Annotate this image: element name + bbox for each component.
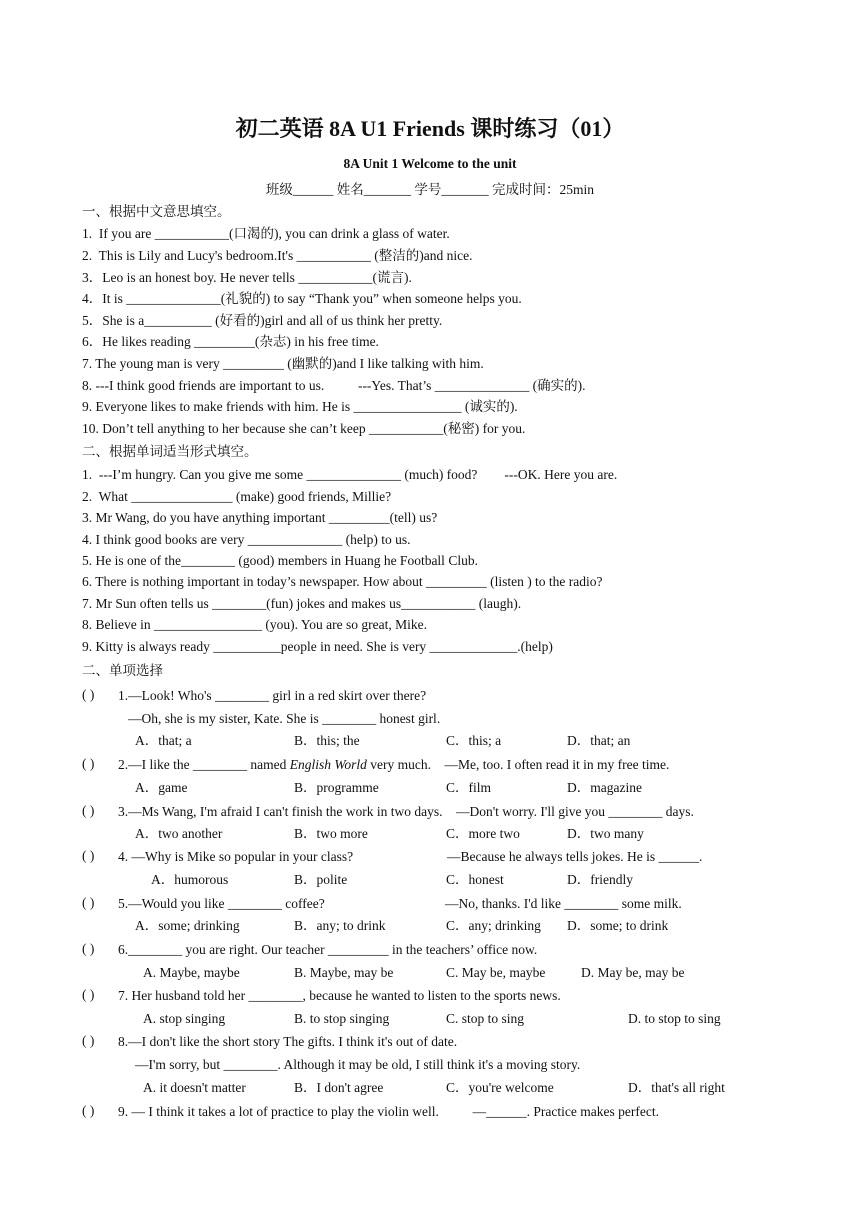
question-2-option-b: B．programme xyxy=(294,780,379,795)
question-6-option-d: D. May be, may be xyxy=(581,965,685,980)
section2-item-6: 6. There is nothing important in today’s newspaper. How about _________ (listen ) to the radio? xyxy=(82,574,603,589)
section1-heading: 一、根据中文意思填空。 xyxy=(82,204,231,219)
question-5-stem: 5.—Would you like ________ coffee? xyxy=(118,896,325,911)
question-2-option-d: D．magazine xyxy=(567,780,642,795)
question-4-option-d: D．friendly xyxy=(567,872,633,887)
answer-blank-2: ( ) xyxy=(82,756,95,771)
question-8-option-a: A. it doesn't matter xyxy=(143,1080,246,1095)
question-1-option-a: A．that; a xyxy=(135,733,192,748)
question-6-option-c: C. May be, maybe xyxy=(446,965,546,980)
section2-heading: 二、根据单词适当形式填空。 xyxy=(82,444,258,459)
section2-item-2: 2. What _______________ (make) good friends, Millie? xyxy=(82,489,392,504)
section1-item-2: 2. This is Lily and Lucy's bedroom.It's ___________ (整洁的)and nice. xyxy=(82,248,473,263)
question-1-option-d: D．that; an xyxy=(567,733,631,748)
answer-blank-1: ( ) xyxy=(82,687,95,702)
section2-item-1: 1. ---I’m hungry. Can you give me some ______________ (much) food? ---OK. Here you are. xyxy=(82,467,618,482)
question-5-option-a: A．some; drinking xyxy=(135,918,240,933)
question-2-option-a: A．game xyxy=(135,780,188,795)
question-5-option-c: C．any; drinking xyxy=(446,918,541,933)
question-8-stem-reply: —I'm sorry, but ________. Although it may be old, I still think it's a moving story. xyxy=(135,1057,581,1072)
answer-blank-8: ( ) xyxy=(82,1033,95,1048)
answer-blank-5: ( ) xyxy=(82,895,95,910)
question-4-stem: 4. —Why is Mike so popular in your class? xyxy=(118,849,354,864)
question-7-option-a: A. stop singing xyxy=(143,1011,226,1026)
section2-item-9: 9. Kitty is always ready __________people in need. She is very _____________.(help) xyxy=(82,639,553,654)
section1-item-3: 3．Leo is an honest boy. He never tells ___________(谎言). xyxy=(82,270,412,285)
question-6-option-b: B. Maybe, may be xyxy=(294,965,394,980)
question-3-option-c: C．more two xyxy=(446,826,520,841)
section2-item-7: 7. Mr Sun often tells us ________(fun) jokes and makes us___________ (laugh). xyxy=(82,596,522,611)
question-3-stem: 3.—Ms Wang, I'm afraid I can't finish the work in two days. —Don't worry. I'll give you ________ days. xyxy=(118,804,694,819)
question-4-option-b: B．polite xyxy=(294,872,348,887)
answer-blank-7: ( ) xyxy=(82,987,95,1002)
question-1-stem-reply: —Oh, she is my sister, Kate. She is ________ honest girl. xyxy=(128,711,441,726)
answer-blank-4: ( ) xyxy=(82,848,95,863)
section2-item-3: 3. Mr Wang, do you have anything important _________(tell) us? xyxy=(82,510,438,525)
question-9-stem: 9. — I think it takes a lot of practice to play the violin well. —______. Practice makes perfect. xyxy=(118,1104,659,1119)
section1-item-1: 1. If you are ___________(口渴的), you can drink a glass of water. xyxy=(82,226,450,241)
question-1-option-c: C．this; a xyxy=(446,733,502,748)
question-6-option-a: A. Maybe, maybe xyxy=(143,965,240,980)
student-info-line: 班级______ 姓名_______ 学号_______ 完成时间：25min xyxy=(265,182,595,197)
question-2-option-c: C．film xyxy=(446,780,492,795)
question-4-option-a: A．humorous xyxy=(151,872,229,887)
section1-item-7: 7. The young man is very _________ (幽默的)and I like talking with him. xyxy=(82,356,484,371)
question-3-option-a: A．two another xyxy=(135,826,223,841)
question-8-option-b: B．I don't agree xyxy=(294,1080,384,1095)
question-5-option-d: D．some; to drink xyxy=(567,918,669,933)
section1-item-8: 8. ---I think good friends are important to us. ---Yes. That’s ______________ (确实的). xyxy=(82,378,586,393)
question-7-stem: 7. Her husband told her ________, because he wanted to listen to the sports news. xyxy=(118,988,561,1003)
question-6-stem: 6.________ you are right. Our teacher _________ in the teachers’ office now. xyxy=(118,942,538,957)
question-4-option-c: C．honest xyxy=(446,872,504,887)
question-7-option-b: B. to stop singing xyxy=(294,1011,390,1026)
question-5-option-b: B．any; to drink xyxy=(294,918,386,933)
question-2-stem: 2.—I like the ________ named English World very much. —Me, too. I often read it in my free time. xyxy=(118,757,670,772)
question-1-stem: 1.—Look! Who's ________ girl in a red skirt over there? xyxy=(118,688,427,703)
answer-blank-6: ( ) xyxy=(82,941,95,956)
section1-item-5: 5．She is a__________ (好看的)girl and all of us think her pretty. xyxy=(82,313,443,328)
question-7-option-c: C. stop to sing xyxy=(446,1011,525,1026)
section1-item-4: 4．It is ______________(礼貌的) to say “Thank you” when someone helps you. xyxy=(82,291,522,306)
page-title: 初二英语 8A U1 Friends 课时练习（01） xyxy=(235,116,625,141)
question-8-stem: 8.—I don't like the short story The gifts. I think it's out of date. xyxy=(118,1034,458,1049)
question-5-stem-reply: —No, thanks. I'd like ________ some milk. xyxy=(445,896,682,911)
question-4-stem-reply: —Because he always tells jokes. He is ______. xyxy=(447,849,703,864)
answer-blank-3: ( ) xyxy=(82,803,95,818)
section2-item-4: 4. I think good books are very ______________ (help) to us. xyxy=(82,532,411,547)
section1-item-10: 10. Don’t tell anything to her because she can’t keep ___________(秘密) for you. xyxy=(82,421,526,436)
section2-item-5: 5. He is one of the________ (good) members in Huang he Football Club. xyxy=(82,553,478,568)
question-3-option-d: D．two many xyxy=(567,826,644,841)
section2-item-8: 8. Believe in ________________ (you). You are so great, Mike. xyxy=(82,617,427,632)
question-8-option-d: D．that's all right xyxy=(628,1080,725,1095)
question-3-option-b: B．two more xyxy=(294,826,368,841)
section1-item-6: 6．He likes reading _________(杂志) in his free time. xyxy=(82,334,379,349)
section3-heading: 二、单项选择 xyxy=(82,663,163,678)
question-1-option-b: B．this; the xyxy=(294,733,360,748)
section1-item-9: 9. Everyone likes to make friends with him. He is ________________ (诚实的). xyxy=(82,399,518,414)
question-8-option-c: C．you're welcome xyxy=(446,1080,554,1095)
question-7-option-d: D. to stop to sing xyxy=(628,1011,721,1026)
page-subtitle: 8A Unit 1 Welcome to the unit xyxy=(343,156,517,171)
answer-blank-9: ( ) xyxy=(82,1103,95,1118)
